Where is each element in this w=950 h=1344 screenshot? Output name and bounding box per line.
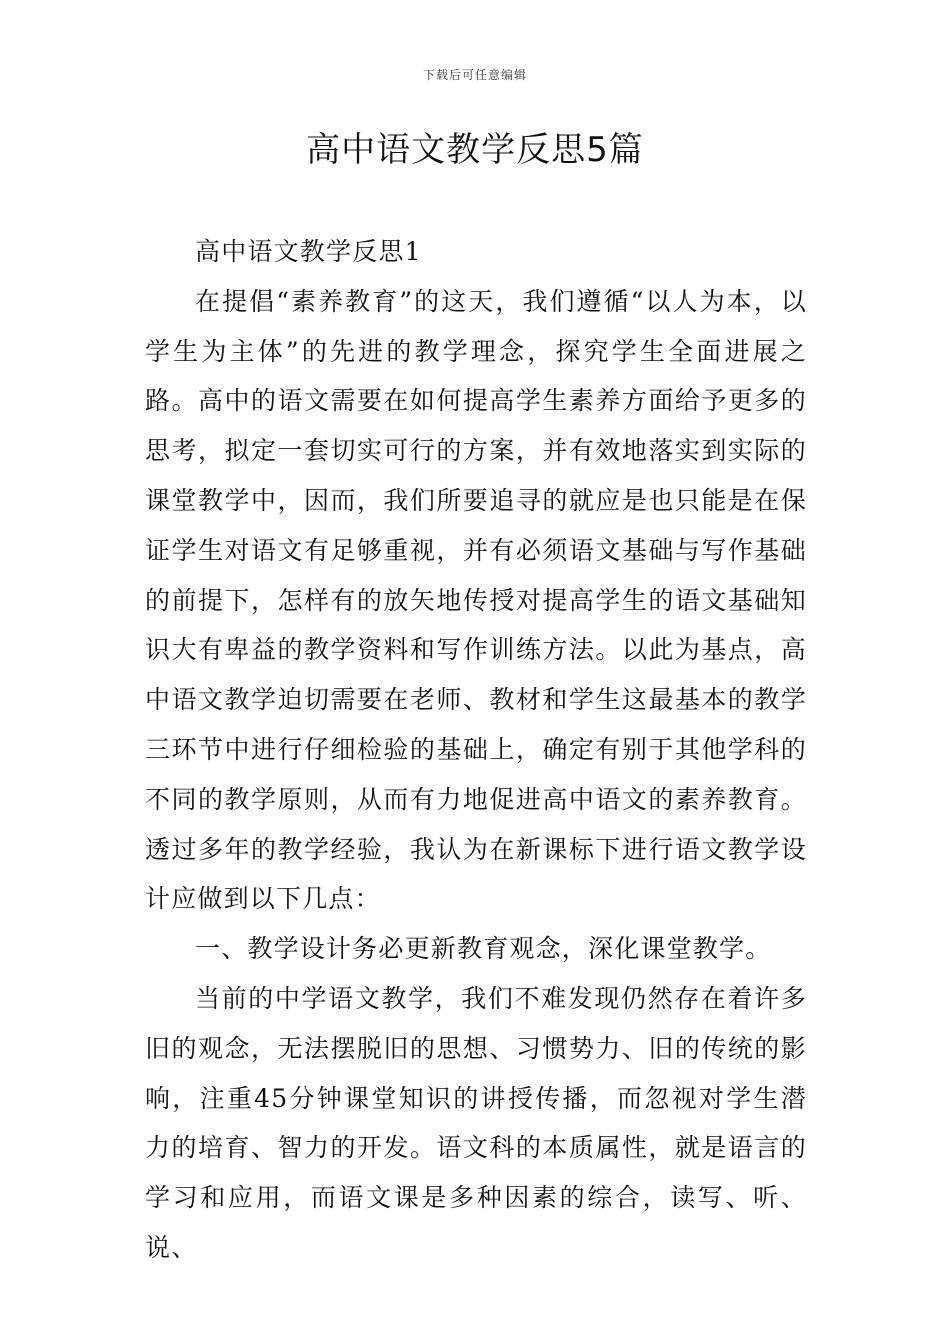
document-body [145, 227, 807, 1273]
header-note: 下载后可任意编辑 [422, 68, 527, 82]
paragraph-current-situation: 当前的中学语文教学，我们不难发现仍然存在着许多旧的观念，无法摆脱旧的思想、习惯势力、旧的传统的影响，注重45分钟课堂知识的讲授传播，而忽视对学生潜力的培育、智力的开发。语文科的本质属性，就是语言的学习和应用，而语文课是多种因素的综合，读写、听、说、 [145, 983, 807, 1262]
paragraph-intro: 在提倡“素养教育”的这天，我们遵循“以人为本，以学生为主体”的先进的教学理念，探究学生全面进展之路。高中的语文需要在如何提高学生素养方面给予更多的思考，拟定一套切实可行的方案，并有效地落实到实际的课堂教学中，因而，我们所要追寻的就应是也只能是在保证学生对语文有足够重视，并有必须语文基础与写作基础的前提下，怎样有的放矢地传授对提高学生的语文基础知识大有卑益的教学资料和写作训练方法。以此为基点，高中语文教学迫切需要在老师、教材和学生这最基本的教学三环节中进行仔细检验的基础上，确定有别于其他学科的不同的教学原则，从而有力地促进高中语文的素养教育。透过多年的教学经验，我认为在新课标下进行语文教学设计应做到以下几点： [145, 286, 807, 914]
section-heading: 高中语文教学反思1 [195, 237, 422, 266]
paragraph-point-one: 一、教学设计务必更新教育观念，深化课堂教学。 [195, 934, 772, 964]
document-title: 高中语文教学反思5篇 [306, 130, 644, 170]
